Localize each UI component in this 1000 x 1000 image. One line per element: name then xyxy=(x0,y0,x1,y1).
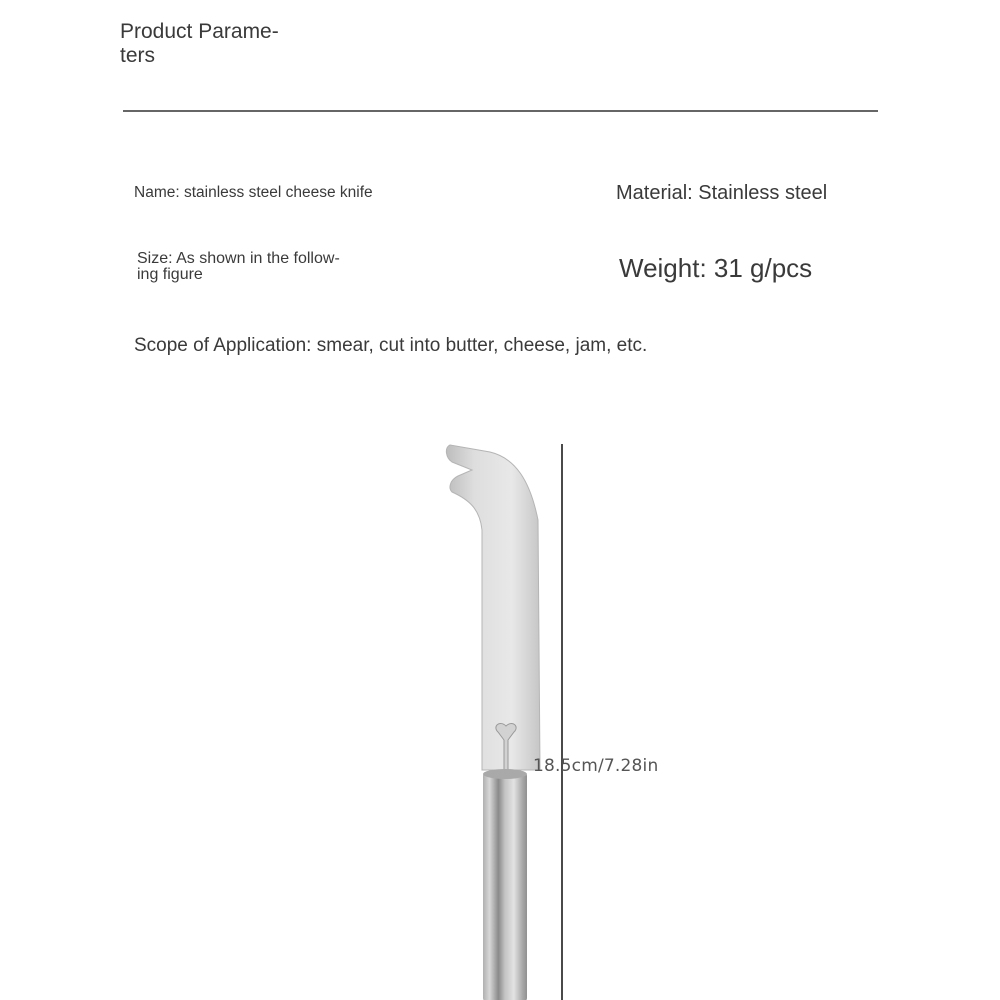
page-title xyxy=(120,20,320,68)
dimension-line xyxy=(561,444,563,1000)
param-name: Name: stainless steel cheese knife xyxy=(134,184,373,201)
header-divider xyxy=(123,110,878,112)
size-line-1: Size: As shown in the follow- xyxy=(137,250,340,267)
cheese-knife-image xyxy=(430,440,570,1000)
size-line-2: ing figure xyxy=(137,266,203,283)
title-line-1: Product Parame- xyxy=(120,20,279,43)
param-scope: Scope of Application: smear, cut into butter, cheese, jam, etc. xyxy=(134,335,648,356)
blade xyxy=(446,445,540,770)
param-material: Material: Stainless steel xyxy=(616,182,828,204)
title-line-2: ters xyxy=(120,44,156,67)
dimension-label: 18.5cm/7.28in xyxy=(533,756,659,776)
handle xyxy=(483,772,527,1000)
param-size xyxy=(137,251,397,283)
param-weight: Weight: 31 g/pcs xyxy=(619,253,813,283)
